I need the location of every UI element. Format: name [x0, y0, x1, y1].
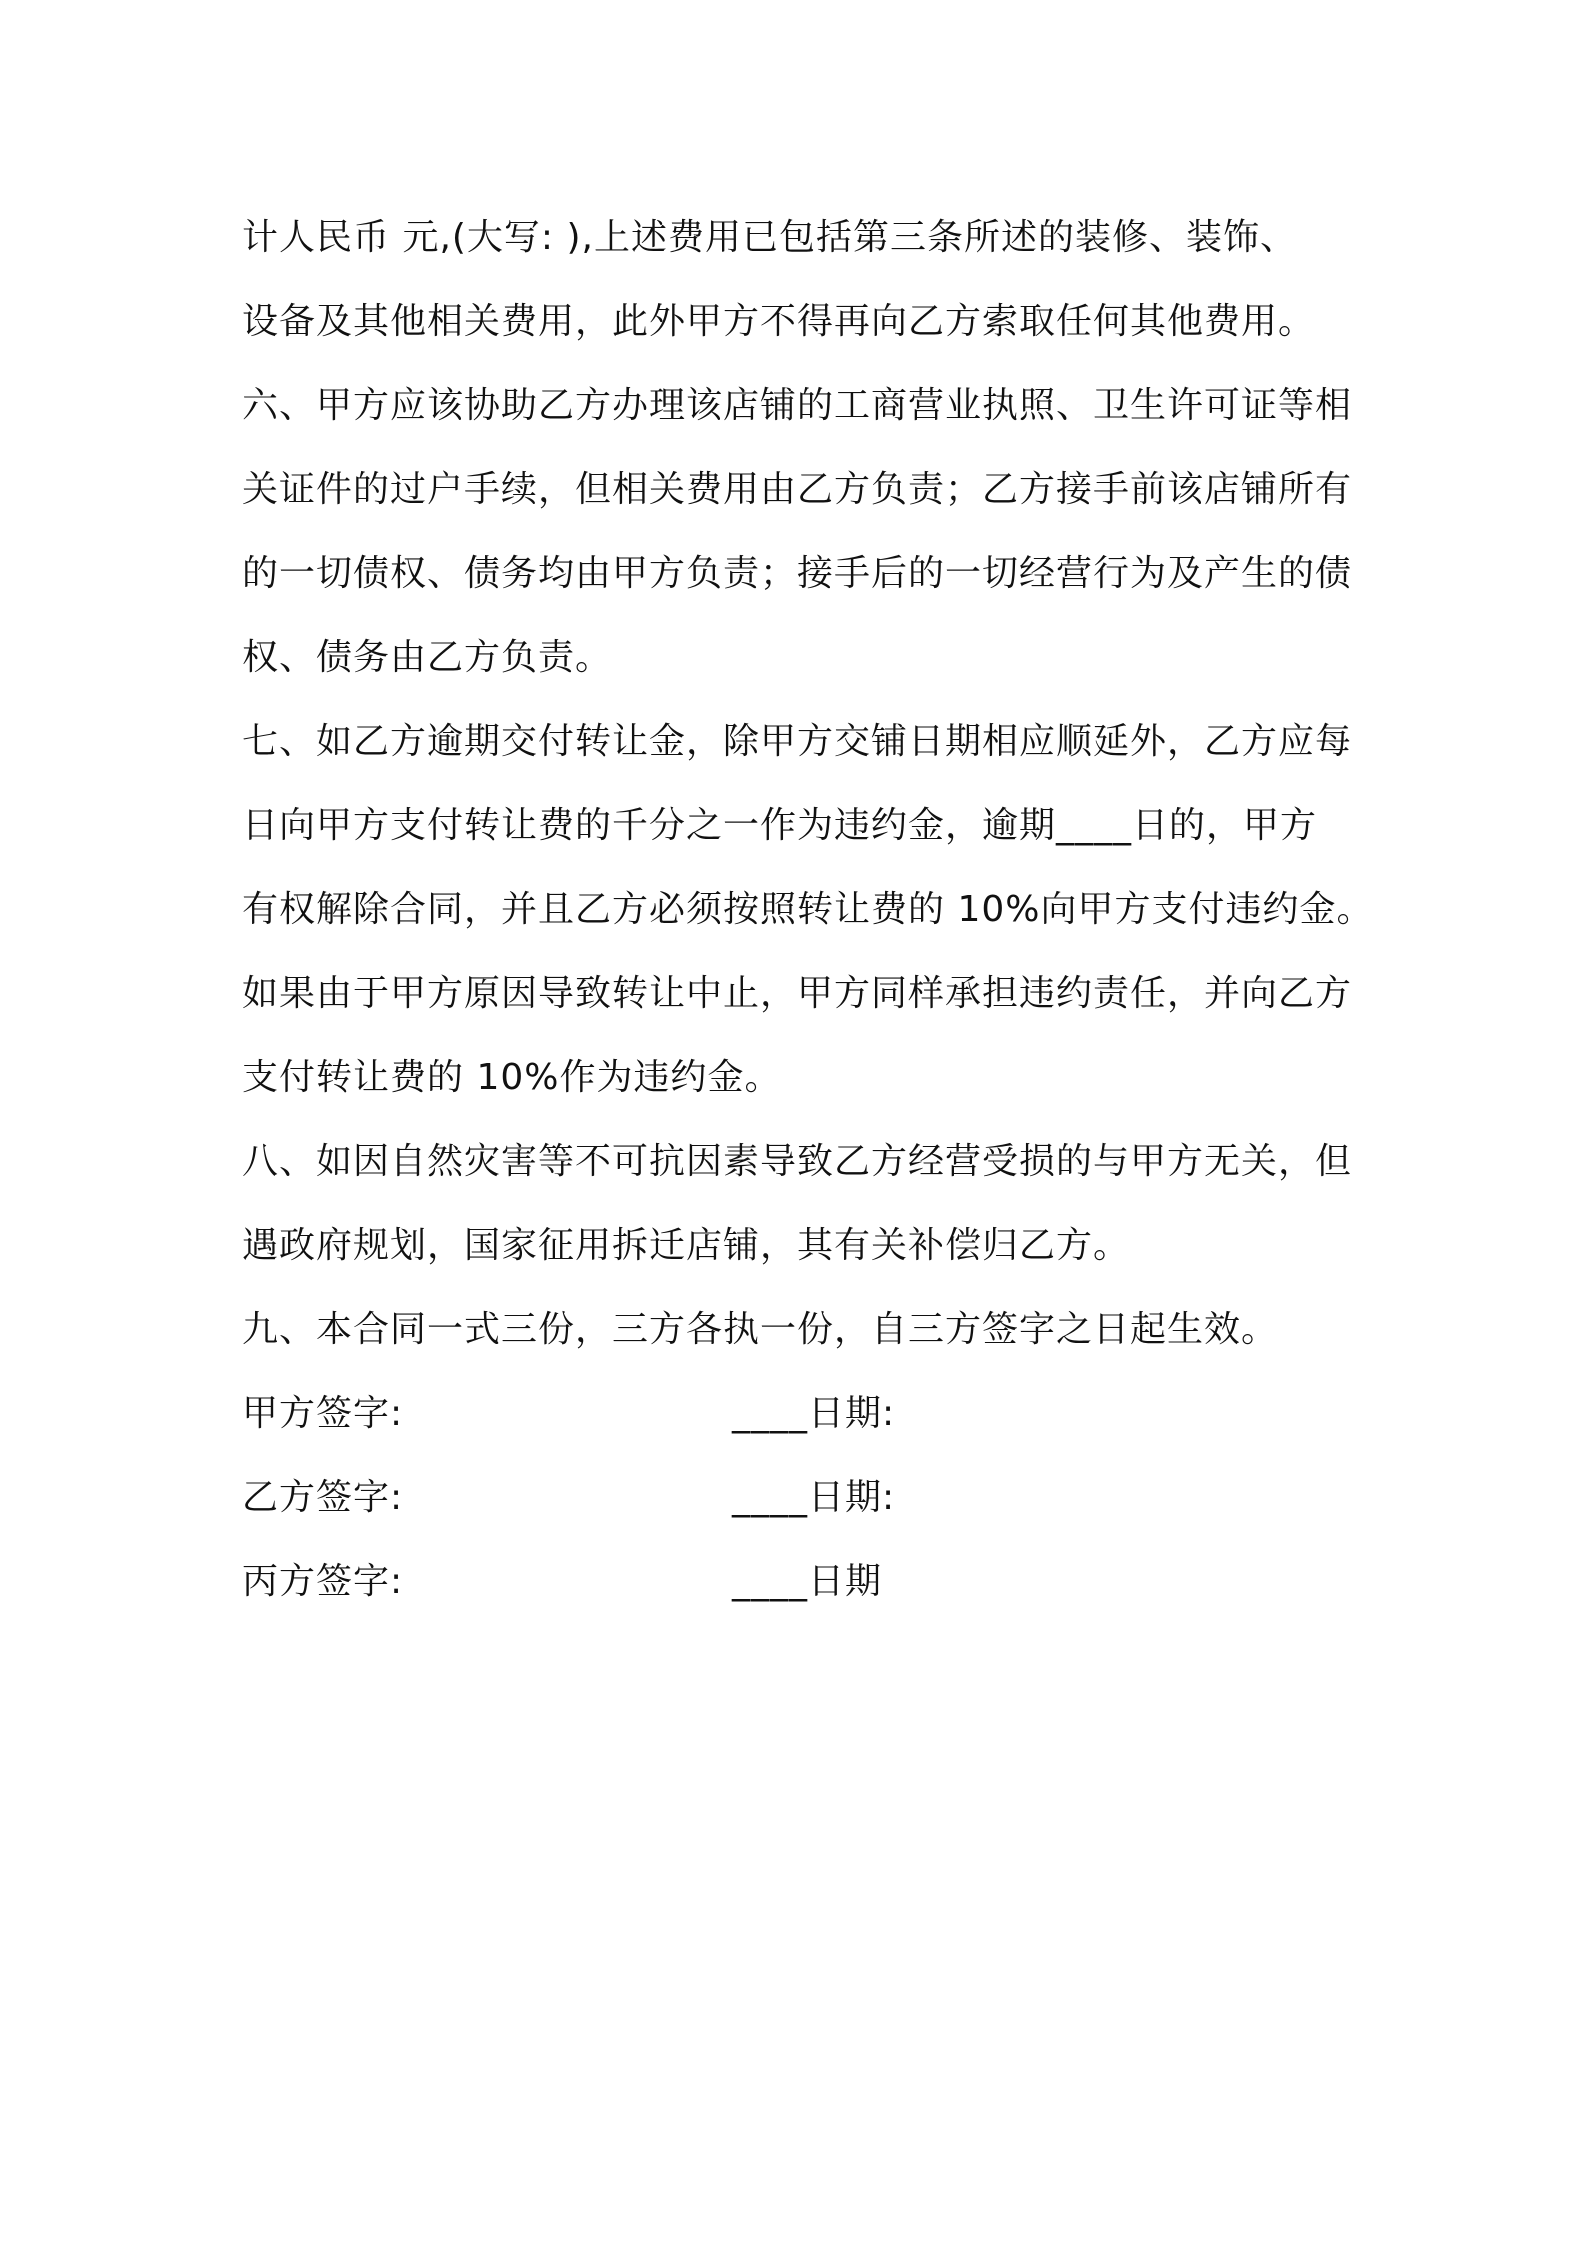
date-field-party-b: ____日期: — [732, 1477, 896, 1518]
clause-7-line-2: 日向甲方支付转让费的千分之一作为违约金，逾期____日的，甲方 — [242, 805, 1318, 846]
signature-row-party-b — [242, 1456, 1362, 1540]
clause-6-line-3: 的一切债权、债务均由甲方负责；接手后的一切经营行为及产生的债 — [242, 553, 1353, 594]
signature-label-party-c: 丙方签字: — [242, 1561, 404, 1602]
clause-7-line-1: 七、如乙方逾期交付转让金，除甲方交铺日期相应顺延外，乙方应每 — [242, 721, 1353, 762]
signature-row-party-c — [242, 1540, 1362, 1624]
signature-row-party-a — [242, 1372, 1362, 1456]
clause-7-line-3: 有权解除合同，并且乙方必须按照转让费的 10%向甲方支付违约金。 — [242, 889, 1374, 930]
text-line-1: 计人民币 元,(大写: ),上述费用已包括第三条所述的装修、装饰、 — [242, 217, 1297, 258]
clause-8-line-1: 八、如因自然灾害等不可抗因素导致乙方经营受损的与甲方无关，但 — [242, 1141, 1353, 1182]
signature-label-party-b: 乙方签字: — [242, 1477, 404, 1518]
date-field-party-c: ____日期 — [732, 1561, 883, 1602]
contract-body — [242, 196, 1374, 1624]
clause-6-line-4: 权、债务由乙方负责。 — [242, 637, 613, 678]
date-field-party-a: ____日期: — [732, 1393, 896, 1434]
clause-7-line-5: 支付转让费的 10%作为违约金。 — [242, 1057, 782, 1098]
signature-label-party-a: 甲方签字: — [242, 1393, 404, 1434]
text-line-2: 设备及其他相关费用，此外甲方不得再向乙方索取任何其他费用。 — [242, 301, 1316, 342]
clause-7-line-4: 如果由于甲方原因导致转让中止，甲方同样承担违约责任，并向乙方 — [242, 973, 1353, 1014]
clause-6-line-2: 关证件的过户手续，但相关费用由乙方负责；乙方接手前该店铺所有 — [242, 469, 1353, 510]
clause-9-line-1: 九、本合同一式三份，三方各执一份，自三方签字之日起生效。 — [242, 1309, 1279, 1350]
clause-6-line-1: 六、甲方应该协助乙方办理该店铺的工商营业执照、卫生许可证等相 — [242, 385, 1353, 426]
clause-8-line-2: 遇政府规划，国家征用拆迁店铺，其有关补偿归乙方。 — [242, 1225, 1131, 1266]
